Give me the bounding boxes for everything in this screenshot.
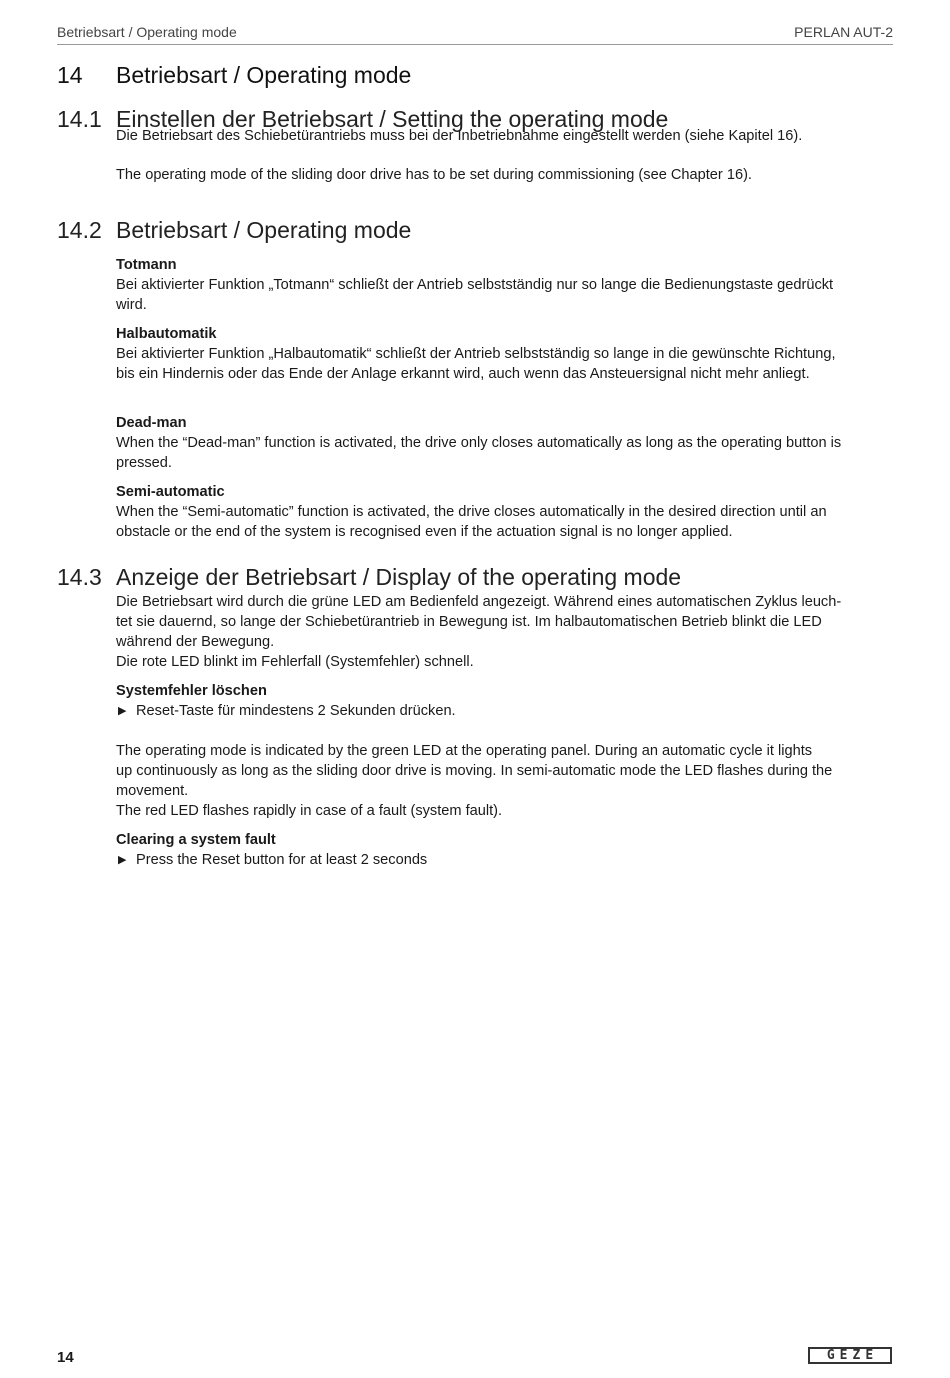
logo-text: GEZE — [826, 1348, 879, 1363]
dead-man-line-2: pressed. — [116, 455, 172, 471]
bullet-triangle-icon: ▶ — [118, 705, 127, 717]
en-line-1: The operating mode is indicated by the green LED at the operating panel. During an automatic cycle it lights — [116, 743, 813, 759]
section-title: Einstellen der Betriebsart / Setting the operating mode — [116, 106, 669, 132]
section-number: 14.1 — [57, 106, 102, 132]
de-bullet-item — [116, 701, 893, 721]
section-14-3-body — [116, 592, 893, 870]
semi-automatic-heading: Semi-automatic — [116, 484, 225, 500]
section-number: 14.3 — [57, 564, 102, 590]
header-section-title: Betriebsart / Operating mode — [57, 24, 237, 40]
halbautomatik-line-1: Bei aktivierter Funktion „Halbautomatik“ schließt der Antrieb selbstständig so lange in die gewünschte Richtung, — [116, 346, 836, 362]
section-14-2-body — [116, 255, 893, 542]
chapter-heading — [57, 62, 893, 98]
paragraph-de: Die Betriebsart des Schiebetürantriebs muss bei der Inbetriebnahme eingestellt werden (siehe Kapitel 16). — [116, 128, 803, 144]
section-14-2-heading — [57, 217, 893, 251]
de-bullet-text: Reset-Taste für mindestens 2 Sekunden drücken. — [136, 703, 456, 719]
en-line-4: The red LED flashes rapidly in case of a fault (system fault). — [116, 803, 503, 819]
semi-automatic-line-2: obstacle or the end of the system is recognised even if the actuation signal is no longer applied. — [116, 524, 733, 540]
section-14-1-heading — [57, 106, 893, 140]
geze-logo — [808, 1347, 892, 1364]
dead-man-line-1: When the “Dead-man” function is activated, the drive only closes automatically as long as the operating button is — [116, 435, 842, 451]
de-line-3: während der Bewegung. — [116, 634, 275, 650]
section-number: 14.2 — [57, 217, 102, 243]
page-header — [57, 22, 893, 45]
section-title: Betriebsart / Operating mode — [116, 217, 412, 243]
chapter-number: 14 — [57, 62, 83, 88]
semi-automatic-line-1: When the “Semi-automatic” function is activated, the drive closes automatically in the desired direction until an — [116, 504, 827, 520]
halbautomatik-line-2: bis ein Hindernis oder das Ende der Anlage erkannt wird, auch wenn das Ansteuersignal nicht mehr anliegt. — [116, 366, 810, 382]
dead-man-heading: Dead-man — [116, 415, 187, 431]
section-title: Anzeige der Betriebsart / Display of the operating mode — [116, 564, 682, 590]
totmann-line-1: Bei aktivierter Funktion „Totmann“ schließt der Antrieb selbstständig nur so lange die Bedienungstaste gedrückt — [116, 277, 834, 293]
paragraph-en: The operating mode of the sliding door drive has to be set during commissioning (see Chapter 16). — [116, 167, 752, 183]
en-bullet-text: Press the Reset button for at least 2 seconds — [136, 852, 428, 868]
halbautomatik-heading: Halbautomatik — [116, 326, 217, 342]
bullet-triangle-icon: ▶ — [118, 854, 127, 866]
de-line-2: tet sie dauernd, so lange der Schiebetürantrieb in Bewegung ist. Im halbautomatischen Betrieb blinkt die LED — [116, 614, 822, 630]
page-content — [57, 62, 893, 870]
header-product-name: PERLAN AUT-2 — [794, 24, 893, 40]
clearing-fault-heading: Clearing a system fault — [116, 832, 276, 848]
en-bullet-item — [116, 850, 893, 870]
en-line-3: movement. — [116, 783, 189, 799]
en-line-2: up continuously as long as the sliding door drive is moving. In semi-automatic mode the LED flashes during the — [116, 763, 833, 779]
de-line-4: Die rote LED blinkt im Fehlerfall (Systemfehler) schnell. — [116, 654, 474, 670]
page-number: 14 — [57, 1349, 74, 1366]
chapter-title: Betriebsart / Operating mode — [116, 62, 412, 88]
systemfehler-heading: Systemfehler löschen — [116, 683, 267, 699]
de-line-1: Die Betriebsart wird durch die grüne LED am Bedienfeld angezeigt. Während eines automatischen Zyklus leuch- — [116, 594, 842, 610]
totmann-line-2: wird. — [116, 297, 147, 313]
totmann-heading: Totmann — [116, 257, 177, 273]
section-14-3-heading — [57, 564, 893, 598]
